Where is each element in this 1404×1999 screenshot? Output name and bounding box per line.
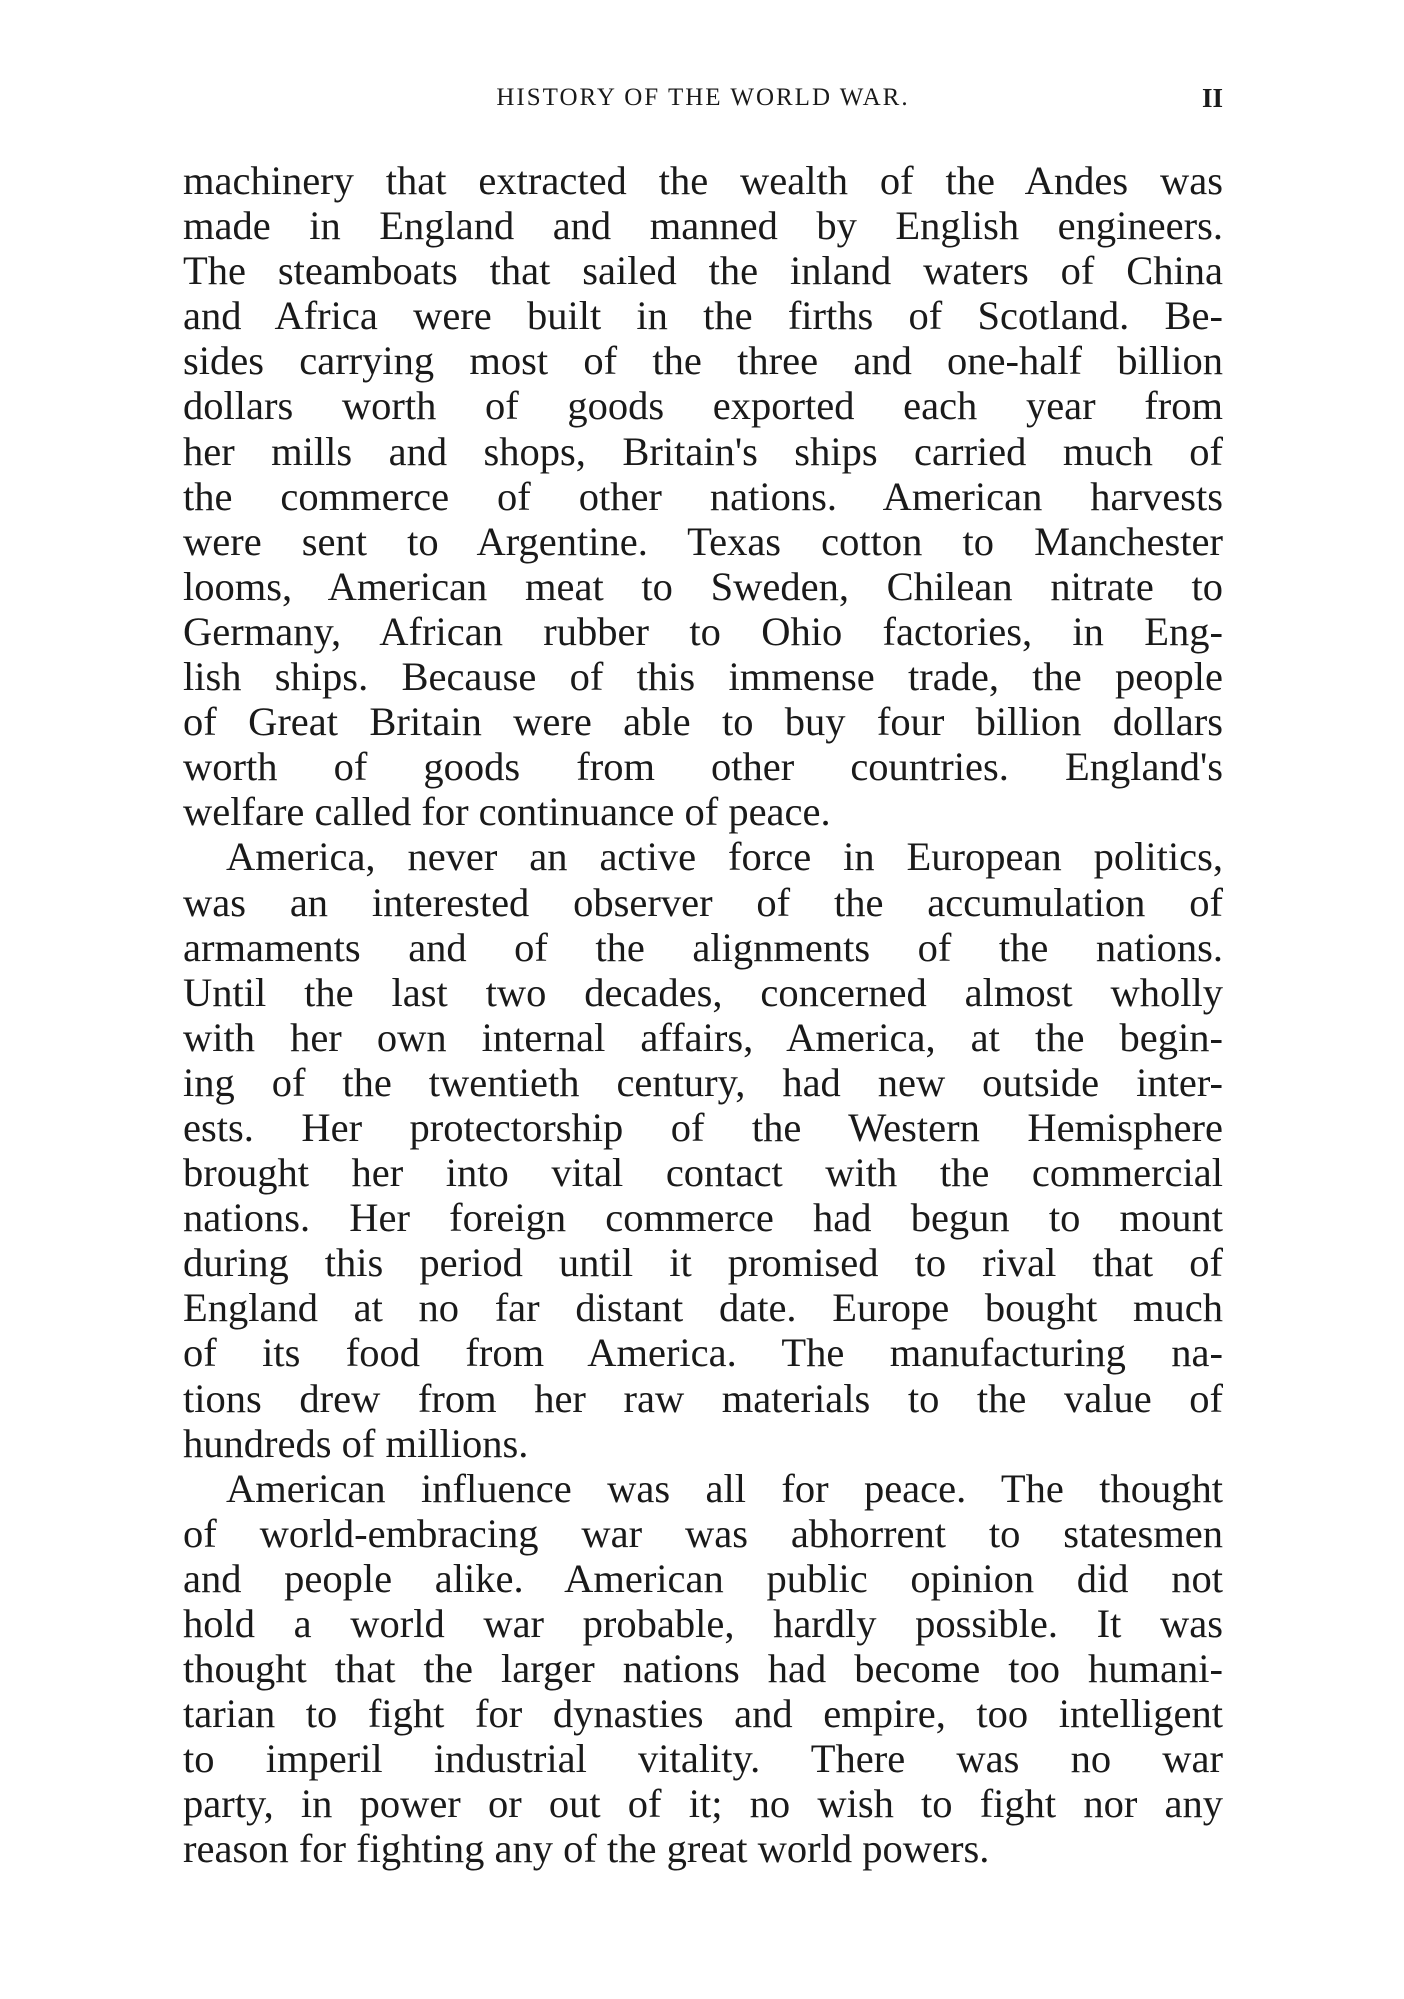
running-head [183,78,1223,118]
text-line: Until the last two decades, concerned almost wholly [183,969,1223,1015]
paragraph [183,834,1223,1465]
text-line: during this period until it promised to rival that of [183,1240,1223,1286]
text-line: reason for fighting any of the great world powers. [183,1826,990,1872]
text-line: worth of goods from other countries. England's [183,744,1223,790]
text-line: hundreds of millions. [183,1420,529,1466]
text-line: with her own internal affairs, America, at the begin- [183,1014,1223,1060]
text-line: tarian to fight for dynasties and empire, too intelligent [183,1691,1223,1737]
text-line: was an interested observer of the accumulation of [183,879,1223,925]
text-line: England at no far distant date. Europe bought much [183,1285,1223,1331]
text-line: American influence was all for peace. The thought [226,1465,1223,1511]
page-number: II [1201,83,1223,113]
text-line: looms, American meat to Sweden, Chilean nitrate to [183,563,1223,609]
text-line: thought that the larger nations had become too humani- [183,1646,1223,1692]
text-line: brought her into vital contact with the commercial [183,1150,1223,1196]
text-line: America, never an active force in European politics, [226,834,1223,880]
text-line: Germany, African rubber to Ohio factories, in Eng- [183,608,1223,654]
text-line: machinery that extracted the wealth of the Andes was [183,158,1223,203]
text-line: ests. Her protectorship of the Western Hemisphere [183,1104,1223,1150]
text-line: of world-embracing war was abhorrent to statesmen [183,1510,1223,1556]
text-line: party, in power or out of it; no wish to fight nor any [183,1781,1223,1827]
text-line: and people alike. American public opinion did not [183,1555,1223,1601]
text-line: the commerce of other nations. American harvests [183,473,1223,519]
text-line: lish ships. Because of this immense trade, the people [183,654,1223,700]
text-line: armaments and of the alignments of the nations. [183,924,1223,970]
text-line: to imperil industrial vitality. There was no war [183,1736,1223,1782]
text-line: The steamboats that sailed the inland waters of China [183,248,1223,294]
text-line: nations. Her foreign commerce had begun to mount [183,1195,1223,1241]
running-title: HISTORY OF THE WORLD WAR. [496,84,910,111]
text-line: of its food from America. The manufacturing na- [183,1330,1223,1376]
paragraph [183,158,1223,834]
text-line: hold a world war probable, hardly possible. It was [183,1601,1223,1646]
text-line: her mills and shops, Britain's ships carried much of [183,428,1223,474]
paragraph [183,1466,1223,1872]
text-line: tions drew from her raw materials to the value of [183,1375,1223,1421]
text-line: dollars worth of goods exported each year from [183,383,1223,429]
text-line: sides carrying most of the three and one-half billion [183,338,1223,384]
text-line: were sent to Argentine. Texas cotton to Manchester [183,518,1223,564]
text-line: of Great Britain were able to buy four billion dollars [183,699,1223,745]
text-line: and Africa were built in the firths of Scotland. Be- [183,293,1223,339]
text-line: made in England and manned by English engineers. [183,203,1223,249]
text-line: ing of the twentieth century, had new outside inter- [183,1059,1223,1105]
body-text [183,158,1223,1872]
text-line: welfare called for continuance of peace. [183,789,831,835]
